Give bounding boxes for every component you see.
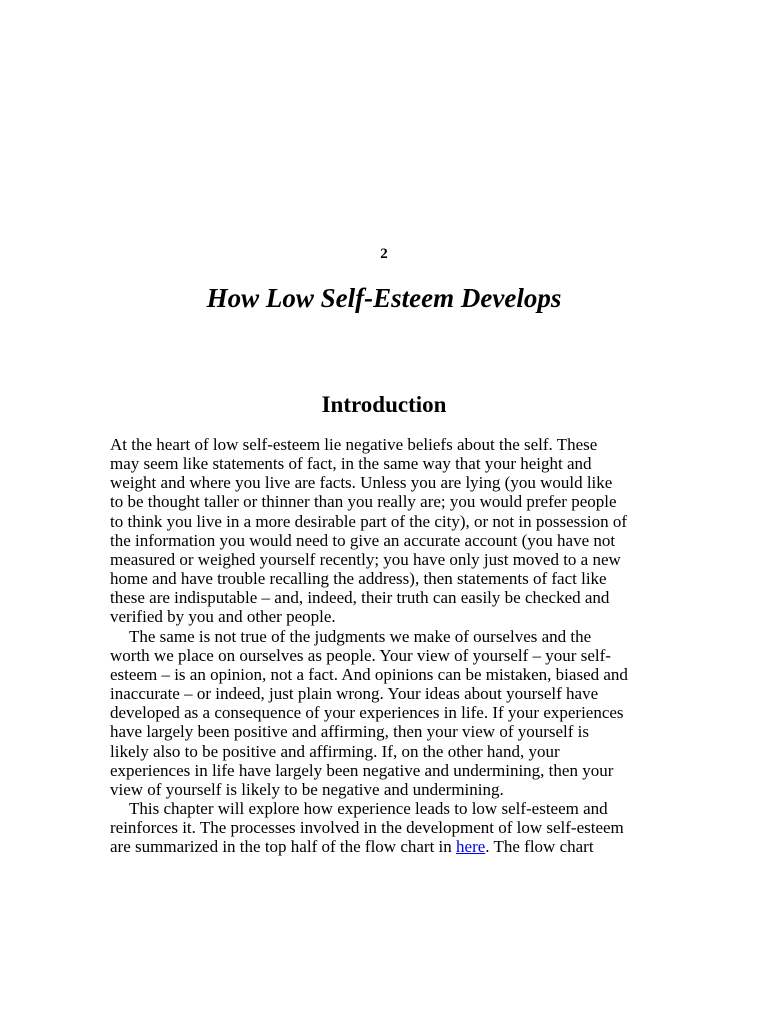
text-after-link: . The flow chart — [485, 837, 594, 857]
paragraph-line: This chapter will explore how experience leads to low self-esteem and — [129, 798, 608, 818]
paragraph-line: may seem like statements of fact, in the same way that your height and — [110, 454, 592, 474]
paragraph-line: inaccurate – or indeed, just plain wrong. Your ideas about yourself have — [110, 684, 599, 704]
paragraph-line: view of yourself is likely to be negative and undermining. — [110, 779, 504, 799]
paragraph-line: worth we place on ourselves as people. Your view of yourself – your self- — [110, 645, 611, 665]
paragraph-line: experiences in life have largely been negative and undermining, then your — [110, 760, 614, 780]
paragraph-line: measured or weighed yourself recently; you have only just moved to a new — [110, 549, 621, 569]
paragraph-line: these are indisputable – and, indeed, their truth can easily be checked and — [110, 588, 610, 608]
chapter-title: How Low Self-Esteem Develops — [206, 283, 562, 313]
paragraph-line: home and have trouble recalling the address), then statements of fact like — [110, 569, 607, 589]
paragraph-line: likely also to be positive and affirming. If, on the other hand, your — [110, 741, 560, 761]
text-before-link: are summarized in the top half of the flow chart in — [110, 837, 457, 857]
paragraph-line: At the heart of low self-esteem lie negative beliefs about the self. These — [110, 435, 598, 454]
paragraph-line: reinforces it. The processes involved in the development of low self-esteem — [110, 818, 624, 838]
paragraph-line: verified by you and other people. — [110, 607, 336, 627]
paragraph-line: developed as a consequence of your experiences in life. If your experiences — [110, 703, 624, 723]
paragraph-line-with-link — [110, 837, 650, 856]
paragraph-line: the information you would need to give an accurate account (you have not — [110, 530, 616, 550]
paragraph-line: esteem – is an opinion, not a fact. And opinions can be mistaken, biased and — [110, 664, 628, 684]
flow-chart-link[interactable]: here — [456, 837, 486, 857]
paragraph-line: weight and where you live are facts. Unless you are lying (you would like — [110, 473, 613, 493]
body-text — [110, 435, 650, 856]
paragraph-line: have largely been positive and affirming, then your view of yourself is — [110, 722, 590, 742]
paragraph-line: to think you live in a more desirable part of the city), or not in possession of — [110, 511, 627, 531]
chapter-number: 2 — [380, 246, 388, 262]
section-heading: Introduction — [321, 392, 447, 417]
paragraph-line: The same is not true of the judgments we make of ourselves and the — [129, 626, 592, 646]
paragraph-line: to be thought taller or thinner than you really are; you would prefer people — [110, 492, 617, 512]
